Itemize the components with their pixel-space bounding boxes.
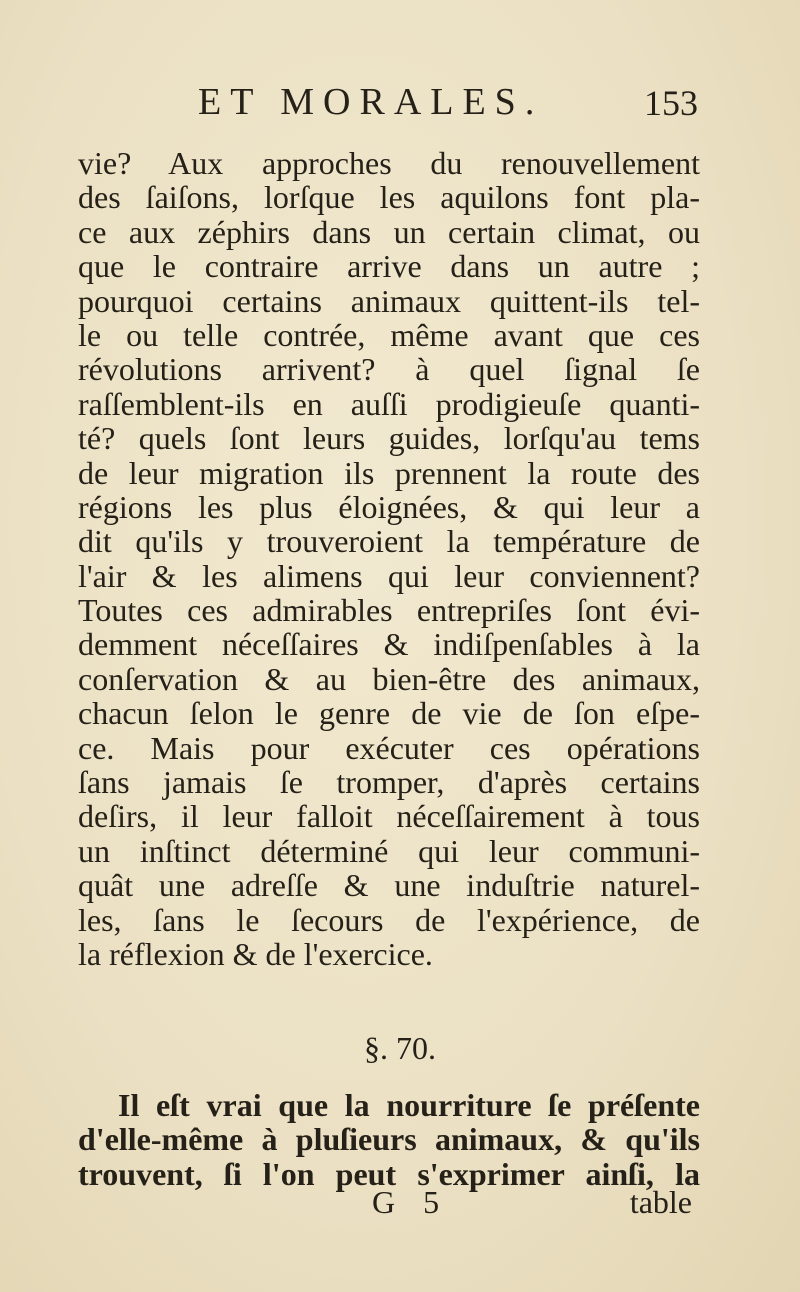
text-line: té? quels ſont leurs guides, lorſqu'au tems — [78, 420, 700, 457]
text-line: Il eſt vrai que la nourriture ſe préſente — [118, 1087, 700, 1123]
text-line: un inſtinct déterminé qui leur communi- — [78, 832, 700, 869]
text-line: le ou telle contrée, même avant que ces — [78, 316, 700, 353]
text-line: ſans jamais ſe tromper, d'après certains — [78, 764, 700, 801]
text-line: d'elle-même à pluſieurs animaux, & qu'ils — [78, 1121, 700, 1158]
text-line: pourquoi certains animaux quittent-ils tel- — [78, 282, 700, 319]
text-line: ce. Mais pour exécuter ces opérations — [78, 729, 700, 766]
text-line: la réflexion & de l'exercice. — [78, 935, 433, 972]
catchword: table — [629, 1184, 692, 1220]
page-number: 153 — [644, 83, 698, 123]
text-line: raſſemblent-ils en auſſi prodigieuſe quanti- — [78, 385, 700, 422]
text-line: les, ſans le ſecours de l'expérience, de — [78, 901, 700, 938]
text-line: demment néceſſaires & indiſpenſables à la — [78, 626, 700, 663]
signature-mark: G 5 — [372, 1184, 450, 1220]
paragraph-1 — [78, 146, 700, 971]
text-line: chacun ſelon le genre de vie de ſon eſpe- — [78, 695, 700, 732]
text-line: vie? Aux approches du renouvellement — [78, 145, 700, 181]
text-line: quât une adreſſe & une induſtrie naturel- — [78, 867, 700, 904]
text-line: de leur migration ils prennent la route des — [78, 454, 700, 491]
text-line: ce aux zéphirs dans un certain climat, ou — [78, 213, 700, 250]
page-header — [78, 80, 698, 130]
paragraph-2 — [78, 1088, 700, 1191]
text-line: régions les plus éloignées, & qui leur a — [78, 488, 700, 525]
section-heading: §. 70. — [364, 1030, 436, 1066]
text-line: que le contraire arrive dans un autre ; — [78, 248, 700, 285]
text-line: deſirs, il leur falloit néceſſairement à tous — [78, 798, 700, 835]
running-title: ET MORALES. — [198, 81, 544, 123]
text-line: trouvent, ſi l'on peut s'exprimer ainſi, la — [78, 1155, 700, 1192]
text-line: l'air & les alimens qui leur conviennent? — [78, 557, 700, 594]
text-line: des ſaiſons, lorſque les aquilons font pla- — [78, 179, 700, 216]
text-line: révolutions arrivent? à quel ſignal ſe — [78, 351, 700, 388]
text-line: conſervation & au bien-être des animaux, — [78, 660, 700, 697]
text-line: dit qu'ils y trouveroient la température de — [78, 523, 700, 560]
text-line: Toutes ces admirables entrepriſes ſont évi- — [78, 592, 700, 629]
page-footer — [78, 1184, 700, 1224]
